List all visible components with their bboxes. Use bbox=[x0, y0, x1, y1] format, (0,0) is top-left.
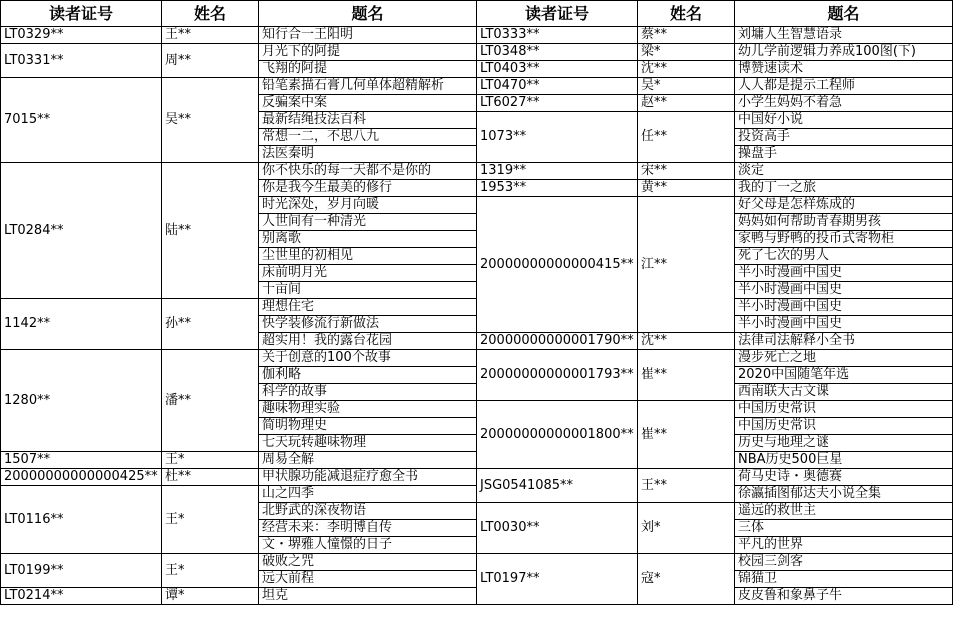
title-cell[interactable]: 中国历史常识 bbox=[735, 418, 953, 435]
title-cell[interactable]: 刘墉人生智慧语录 bbox=[735, 27, 953, 44]
table-row bbox=[1, 27, 953, 44]
title-cell[interactable]: 三体 bbox=[735, 520, 953, 537]
title-cell[interactable]: 别离歌 bbox=[259, 231, 477, 248]
name-cell[interactable]: 崔** bbox=[638, 401, 735, 469]
name-cell[interactable]: 江** bbox=[638, 197, 735, 333]
reader-id-cell[interactable]: LT0197** bbox=[477, 554, 638, 605]
title-cell[interactable]: 尘世里的初相见 bbox=[259, 248, 477, 265]
title-cell[interactable]: 中国历史常识 bbox=[735, 401, 953, 418]
title-cell[interactable]: 破败之咒 bbox=[259, 554, 477, 571]
reader-id-cell[interactable]: 20000000000001790** bbox=[477, 333, 638, 350]
title-cell[interactable]: 远大前程 bbox=[259, 571, 477, 588]
title-cell[interactable]: 半小时漫画中国史 bbox=[735, 316, 953, 333]
reader-id-cell[interactable]: LT0199** bbox=[1, 554, 162, 588]
title-cell[interactable]: 关于创意的100个故事 bbox=[259, 350, 477, 367]
reader-id-cell[interactable]: LT0116** bbox=[1, 486, 162, 554]
table-row bbox=[1, 554, 953, 571]
title-cell[interactable]: 人人都是提示工程师 bbox=[735, 78, 953, 95]
name-cell[interactable]: 王** bbox=[162, 27, 259, 44]
col-header-reader-id[interactable]: 读者证号 bbox=[1, 1, 162, 27]
reader-id-cell[interactable]: 7015** bbox=[1, 78, 162, 163]
col-header-reader-id[interactable]: 读者证号 bbox=[477, 1, 638, 27]
name-cell[interactable]: 陆** bbox=[162, 163, 259, 299]
reader-id-cell[interactable]: LT0470** bbox=[477, 78, 638, 95]
title-cell[interactable]: 皮皮鲁和象鼻子牛 bbox=[735, 588, 953, 605]
reader-id-cell[interactable]: JSG0541085** bbox=[477, 469, 638, 503]
name-cell[interactable]: 杜** bbox=[162, 469, 259, 486]
title-cell[interactable]: 经营未来：李明博自传 bbox=[259, 520, 477, 537]
col-header-title[interactable]: 题名 bbox=[735, 1, 953, 27]
name-cell[interactable]: 沈** bbox=[638, 333, 735, 350]
reader-id-cell[interactable]: 20000000000000425** bbox=[1, 469, 162, 486]
title-cell[interactable]: 简明物理史 bbox=[259, 418, 477, 435]
title-cell[interactable]: 死了七次的男人 bbox=[735, 248, 953, 265]
name-cell[interactable]: 吴* bbox=[638, 78, 735, 95]
reader-id-cell[interactable]: 1142** bbox=[1, 299, 162, 350]
title-cell[interactable]: 常想一二，不思八九 bbox=[259, 129, 477, 146]
name-cell[interactable]: 宋** bbox=[638, 163, 735, 180]
name-cell[interactable]: 黄** bbox=[638, 180, 735, 197]
reader-id-cell[interactable]: 1953** bbox=[477, 180, 638, 197]
title-cell[interactable]: 漫步死亡之地 bbox=[735, 350, 953, 367]
title-cell[interactable]: 徐瀛插图郁达夫小说全集 bbox=[735, 486, 953, 503]
reader-id-cell[interactable]: LT0333** bbox=[477, 27, 638, 44]
reader-id-cell[interactable]: LT0284** bbox=[1, 163, 162, 299]
name-cell[interactable]: 崔** bbox=[638, 350, 735, 401]
name-cell[interactable]: 谭* bbox=[162, 588, 259, 605]
title-cell[interactable]: 文・堺雅人憧憬的日子 bbox=[259, 537, 477, 554]
name-cell[interactable]: 沈** bbox=[638, 61, 735, 78]
name-cell[interactable]: 周** bbox=[162, 44, 259, 78]
title-cell[interactable]: 北野武的深夜物语 bbox=[259, 503, 477, 520]
reader-id-cell[interactable]: 1319** bbox=[477, 163, 638, 180]
title-cell[interactable]: NBA历史500巨星 bbox=[735, 452, 953, 469]
reader-id-cell[interactable]: 20000000000001793** bbox=[477, 350, 638, 401]
reader-id-cell[interactable]: LT0214** bbox=[1, 588, 162, 605]
reader-id-cell[interactable]: 1073** bbox=[477, 112, 638, 163]
title-cell[interactable]: 半小时漫画中国史 bbox=[735, 282, 953, 299]
name-cell[interactable]: 蔡** bbox=[638, 27, 735, 44]
table-body bbox=[1, 27, 953, 605]
reader-id-cell[interactable]: 20000000000000415** bbox=[477, 197, 638, 333]
title-cell[interactable]: 我的丁一之旅 bbox=[735, 180, 953, 197]
name-cell[interactable]: 王* bbox=[162, 554, 259, 588]
title-cell[interactable]: 博赞速读术 bbox=[735, 61, 953, 78]
title-cell[interactable]: 飞翔的阿提 bbox=[259, 61, 477, 78]
reader-id-cell[interactable]: LT0331** bbox=[1, 44, 162, 78]
name-cell[interactable]: 刘* bbox=[638, 503, 735, 554]
title-cell[interactable]: 法律司法解释小全书 bbox=[735, 333, 953, 350]
title-cell[interactable]: 甲状腺功能减退症疗愈全书 bbox=[259, 469, 477, 486]
title-cell[interactable]: 荷马史诗・奥德赛 bbox=[735, 469, 953, 486]
title-cell[interactable]: 七天玩转趣味物理 bbox=[259, 435, 477, 452]
table-row bbox=[1, 163, 953, 180]
title-cell[interactable]: 半小时漫画中国史 bbox=[735, 299, 953, 316]
title-cell[interactable]: 铅笔素描石膏几何单体超精解析 bbox=[259, 78, 477, 95]
col-header-name[interactable]: 姓名 bbox=[638, 1, 735, 27]
reader-id-cell[interactable]: 20000000000001800** bbox=[477, 401, 638, 469]
title-cell[interactable]: 校园三剑客 bbox=[735, 554, 953, 571]
title-cell[interactable]: 家鸭与野鸭的投币式寄物柜 bbox=[735, 231, 953, 248]
title-cell[interactable]: 山之四季 bbox=[259, 486, 477, 503]
col-header-title[interactable]: 题名 bbox=[259, 1, 477, 27]
title-cell[interactable]: 幼儿学前逻辑力养成100图(下) bbox=[735, 44, 953, 61]
title-cell[interactable]: 平凡的世界 bbox=[735, 537, 953, 554]
title-cell[interactable]: 超实用！我的露台花园 bbox=[259, 333, 477, 350]
reader-id-cell[interactable]: 1507** bbox=[1, 452, 162, 469]
reader-id-cell[interactable]: LT0030** bbox=[477, 503, 638, 554]
title-cell[interactable]: 反骗案中案 bbox=[259, 95, 477, 112]
title-cell[interactable]: 人世间有一种清光 bbox=[259, 214, 477, 231]
title-cell[interactable]: 快学装修流行新做法 bbox=[259, 316, 477, 333]
name-cell[interactable]: 任** bbox=[638, 112, 735, 163]
title-cell[interactable]: 妈妈如何帮助青春期男孩 bbox=[735, 214, 953, 231]
name-cell[interactable]: 孙** bbox=[162, 299, 259, 350]
reader-id-cell[interactable]: LT0403** bbox=[477, 61, 638, 78]
title-cell[interactable]: 月光下的阿提 bbox=[259, 44, 477, 61]
title-cell[interactable]: 坦克 bbox=[259, 588, 477, 605]
title-cell[interactable]: 你是我今生最美的修行 bbox=[259, 180, 477, 197]
name-cell[interactable]: 赵** bbox=[638, 95, 735, 112]
reader-id-cell[interactable]: LT0329** bbox=[1, 27, 162, 44]
col-header-name[interactable]: 姓名 bbox=[162, 1, 259, 27]
title-cell[interactable]: 十亩间 bbox=[259, 282, 477, 299]
title-cell[interactable]: 好父母是怎样炼成的 bbox=[735, 197, 953, 214]
name-cell[interactable]: 王** bbox=[638, 469, 735, 503]
title-cell[interactable]: 床前明月光 bbox=[259, 265, 477, 282]
title-cell[interactable]: 西南联大古文课 bbox=[735, 384, 953, 401]
name-cell[interactable]: 寇* bbox=[638, 554, 735, 605]
title-cell[interactable]: 历史与地理之谜 bbox=[735, 435, 953, 452]
title-cell[interactable]: 中国好小说 bbox=[735, 112, 953, 129]
table-row bbox=[1, 350, 953, 367]
title-cell[interactable]: 你不快乐的每一天都不是你的 bbox=[259, 163, 477, 180]
title-cell[interactable]: 趣味物理实验 bbox=[259, 401, 477, 418]
title-cell[interactable]: 最新结绳技法百科 bbox=[259, 112, 477, 129]
title-cell[interactable]: 理想住宅 bbox=[259, 299, 477, 316]
title-cell[interactable]: 投资高手 bbox=[735, 129, 953, 146]
title-cell[interactable]: 科学的故事 bbox=[259, 384, 477, 401]
table-row bbox=[1, 78, 953, 95]
title-cell[interactable]: 锦猫卫 bbox=[735, 571, 953, 588]
header-row bbox=[1, 1, 953, 27]
name-cell[interactable]: 王* bbox=[162, 486, 259, 554]
name-cell[interactable]: 王* bbox=[162, 452, 259, 469]
title-cell[interactable]: 2020中国随笔年选 bbox=[735, 367, 953, 384]
title-cell[interactable]: 遥远的救世主 bbox=[735, 503, 953, 520]
title-cell[interactable]: 知行合一王阳明 bbox=[259, 27, 477, 44]
name-cell[interactable]: 潘** bbox=[162, 350, 259, 452]
name-cell[interactable]: 梁* bbox=[638, 44, 735, 61]
title-cell[interactable]: 操盘手 bbox=[735, 146, 953, 163]
title-cell[interactable]: 周易全解 bbox=[259, 452, 477, 469]
table-row bbox=[1, 44, 953, 61]
title-cell[interactable]: 法医秦明 bbox=[259, 146, 477, 163]
title-cell[interactable]: 淡定 bbox=[735, 163, 953, 180]
title-cell[interactable]: 时光深处，岁月向暖 bbox=[259, 197, 477, 214]
table-row bbox=[1, 469, 953, 486]
reader-id-cell[interactable]: LT6027** bbox=[477, 95, 638, 112]
reader-id-cell[interactable]: 1280** bbox=[1, 350, 162, 452]
title-cell[interactable]: 小学生妈妈不着急 bbox=[735, 95, 953, 112]
title-cell[interactable]: 伽利略 bbox=[259, 367, 477, 384]
name-cell[interactable]: 吴** bbox=[162, 78, 259, 163]
title-cell[interactable]: 半小时漫画中国史 bbox=[735, 265, 953, 282]
reader-id-cell[interactable]: LT0348** bbox=[477, 44, 638, 61]
